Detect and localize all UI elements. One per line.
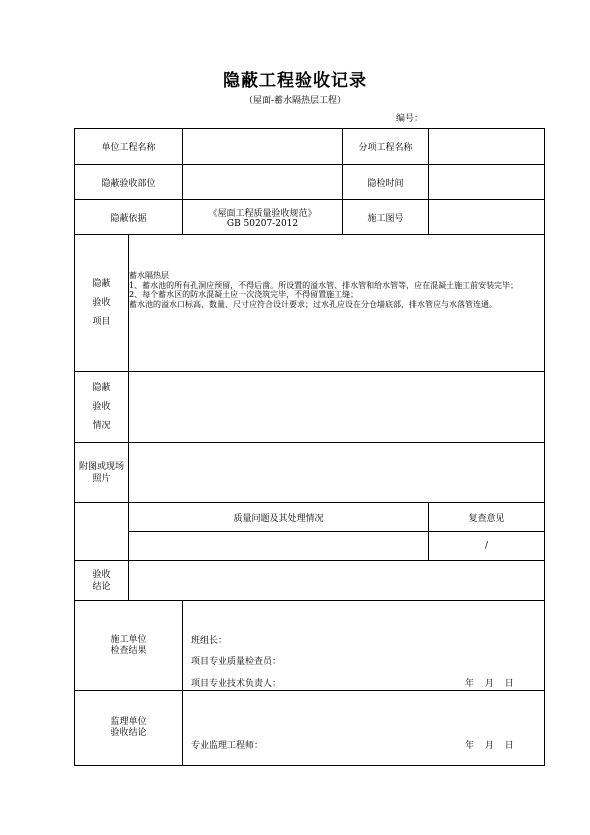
- supervision-date: 年 月 日: [465, 741, 514, 751]
- situation-label-line3: 情况: [92, 420, 111, 431]
- items-text-line3: 2、每个蓄水区的防水混凝土应一次浇筑完毕，不得留置施工缝；: [129, 290, 359, 299]
- drawing-no-label: 施工图号: [343, 200, 429, 235]
- number-label: 编号：: [396, 114, 424, 124]
- items-text-line2: 1、蓄水池的所有孔洞应预留，不得后凿。所设置的溢水管、排水管和给水管等，应在混凝土施工前安装完毕；: [129, 280, 519, 290]
- sub-project-value[interactable]: [429, 129, 545, 165]
- conclusion-label-line2: 结论: [92, 581, 111, 592]
- recheck-value: /: [429, 532, 545, 561]
- attach-label-line2: 照片: [92, 473, 111, 484]
- basis-label: 隐蔽依据: [75, 200, 183, 235]
- situation-label-line1: 隐蔽: [92, 382, 111, 393]
- conclusion-label: [75, 561, 129, 601]
- hidden-part-label: 隐蔽验收部位: [75, 165, 183, 200]
- supervision-sign-cell: [183, 691, 545, 766]
- items-content: [129, 235, 545, 372]
- quality-header: 质量问题及其处理情况: [129, 503, 429, 532]
- quality-value[interactable]: [129, 532, 429, 561]
- attach-label-line1: 附图或现场: [78, 461, 124, 472]
- team-leader-label: 班组长：: [191, 636, 228, 646]
- basis-value: [183, 200, 343, 235]
- items-text-line4: 蓄水池的溢水口标高、数量、尺寸应符合设计要求；过水孔应设在分仓墙底部，排水管应与水落管连通。: [129, 299, 497, 309]
- inspection-time-value[interactable]: [429, 165, 545, 200]
- items-label-line1: 隐蔽: [92, 278, 111, 289]
- supervisor-label: 专业监理工程师：: [191, 741, 264, 751]
- situation-label: [75, 372, 129, 443]
- construction-date: 年 月 日: [465, 679, 514, 689]
- quality-inspector-label: 项目专业质量检查员：: [191, 657, 282, 667]
- construction-label-line2: 检查结果: [110, 645, 147, 656]
- unit-project-label: 单位工程名称: [75, 129, 183, 165]
- situation-value[interactable]: [129, 372, 545, 443]
- page-subtitle: （屋面-蓄水隔热层工程）: [243, 96, 347, 106]
- hidden-part-value[interactable]: [183, 165, 343, 200]
- page-title: 隐蔽工程验收记录: [223, 71, 367, 91]
- inspection-time-label: 隐检时间: [343, 165, 429, 200]
- items-label: [75, 235, 129, 372]
- conclusion-value[interactable]: [129, 561, 545, 601]
- attach-value[interactable]: [129, 443, 545, 503]
- drawing-no-value[interactable]: [429, 200, 545, 235]
- tech-leader-label: 项目专业技术负责人：: [191, 679, 282, 689]
- construction-label-line1: 施工单位: [110, 634, 147, 645]
- supervision-label-line2: 验收结论: [110, 728, 147, 738]
- basis-value-line2: GB 50207-2012: [226, 218, 299, 229]
- supervision-label: [75, 691, 183, 766]
- recheck-header: 复查意见: [429, 503, 545, 532]
- record-form-table: [74, 128, 545, 766]
- quality-blank-cell: [75, 503, 129, 561]
- items-text-line1: 蓄水隔热层: [129, 271, 169, 280]
- attach-label: [75, 443, 129, 503]
- construction-label: [75, 601, 183, 691]
- basis-value-line1: 《屋面工程质量验收规范》: [208, 208, 317, 219]
- unit-project-value[interactable]: [183, 129, 343, 165]
- items-label-line3: 项目: [92, 316, 111, 327]
- supervision-label-line1: 监理单位: [110, 717, 147, 727]
- conclusion-label-line1: 验收: [92, 569, 111, 580]
- situation-label-line2: 验收: [92, 401, 111, 412]
- items-label-line2: 验收: [92, 297, 111, 308]
- construction-sign-cell: [183, 601, 545, 691]
- sub-project-label: 分项工程名称: [343, 129, 429, 165]
